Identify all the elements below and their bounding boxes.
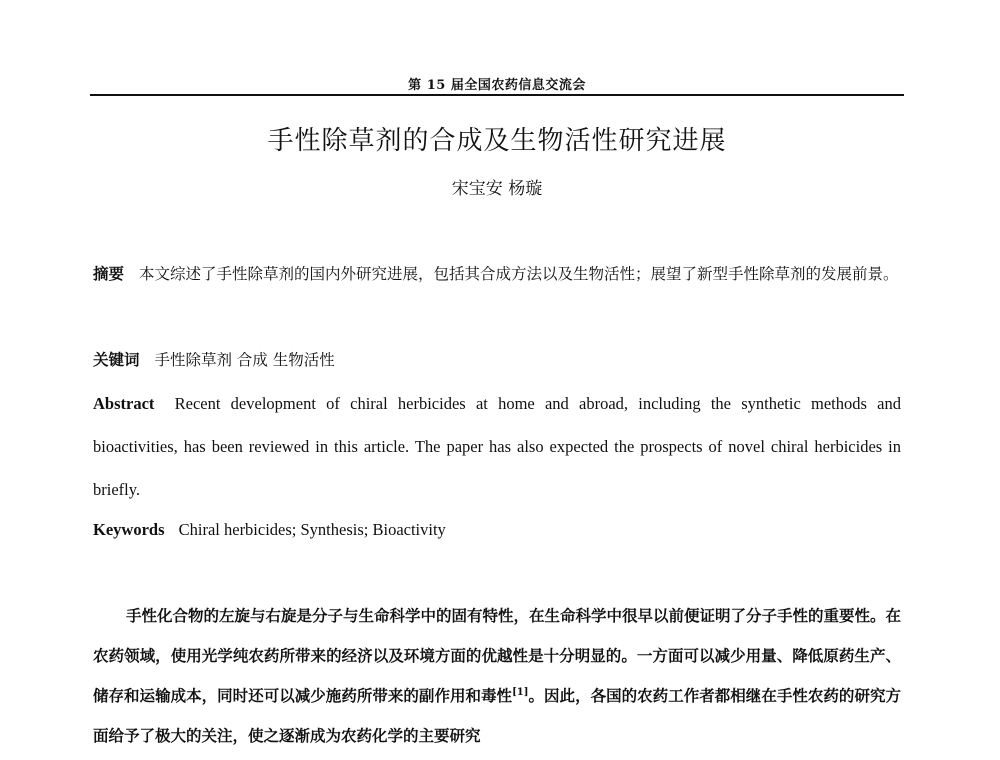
keywords-chinese-label: 关键词 xyxy=(93,350,140,369)
keywords-chinese xyxy=(93,340,901,380)
citation-reference[interactable]: [1] xyxy=(512,686,529,698)
abstract-chinese-label: 摘要 xyxy=(93,264,125,283)
keywords-english xyxy=(93,510,901,550)
keywords-english-label: Keywords xyxy=(93,520,165,539)
keywords-english-text: Chiral herbicides; Synthesis; Bioactivity xyxy=(178,520,446,539)
running-header: 第 15 届全国农药信息交流会 xyxy=(408,78,586,93)
paper-authors: 宋宝安 杨璇 xyxy=(451,179,543,199)
body-paragraph xyxy=(93,596,901,756)
abstract-english-label: Abstract xyxy=(93,394,155,413)
keywords-chinese-text: 手性除草剂 合成 生物活性 xyxy=(154,351,335,369)
paper-title: 手性除草剂的合成及生物活性研究进展 xyxy=(267,126,727,156)
abstract-chinese xyxy=(93,254,901,294)
body-text-part-1: 手性化合物的左旋与右旋是分子与生命科学中的固有特性，在生命科学中很早以前便证明了分子手性的重要性。在农药领域，使用光学纯农药所带来的经济以及环境方面的优越性是十分明显的。一方面可以减少用量、降低原药生产、储存和运输成本，同时还可以减少施药所带来的副作用和毒性 xyxy=(93,606,902,705)
header-rule xyxy=(90,94,904,96)
abstract-chinese-text: 本文综述了手性除草剂的国内外研究进展，包括其合成方法以及生物活性；展望了新型手性除草剂的发展前景。 xyxy=(138,265,899,283)
abstract-english xyxy=(93,382,901,511)
abstract-english-text: Recent development of chiral herbicides at home and abroad, including the synthetic methods and bioactivities, has been reviewed in this article. The paper has also expected the prospects of novel chiral herbicides in briefly. xyxy=(93,394,901,499)
body-text-part-2: 。因此，各国的农药工作者都相继在手性农药的研究方面给予了极大的关注，使之逐渐成为农药化学的主要研究 xyxy=(93,686,901,745)
